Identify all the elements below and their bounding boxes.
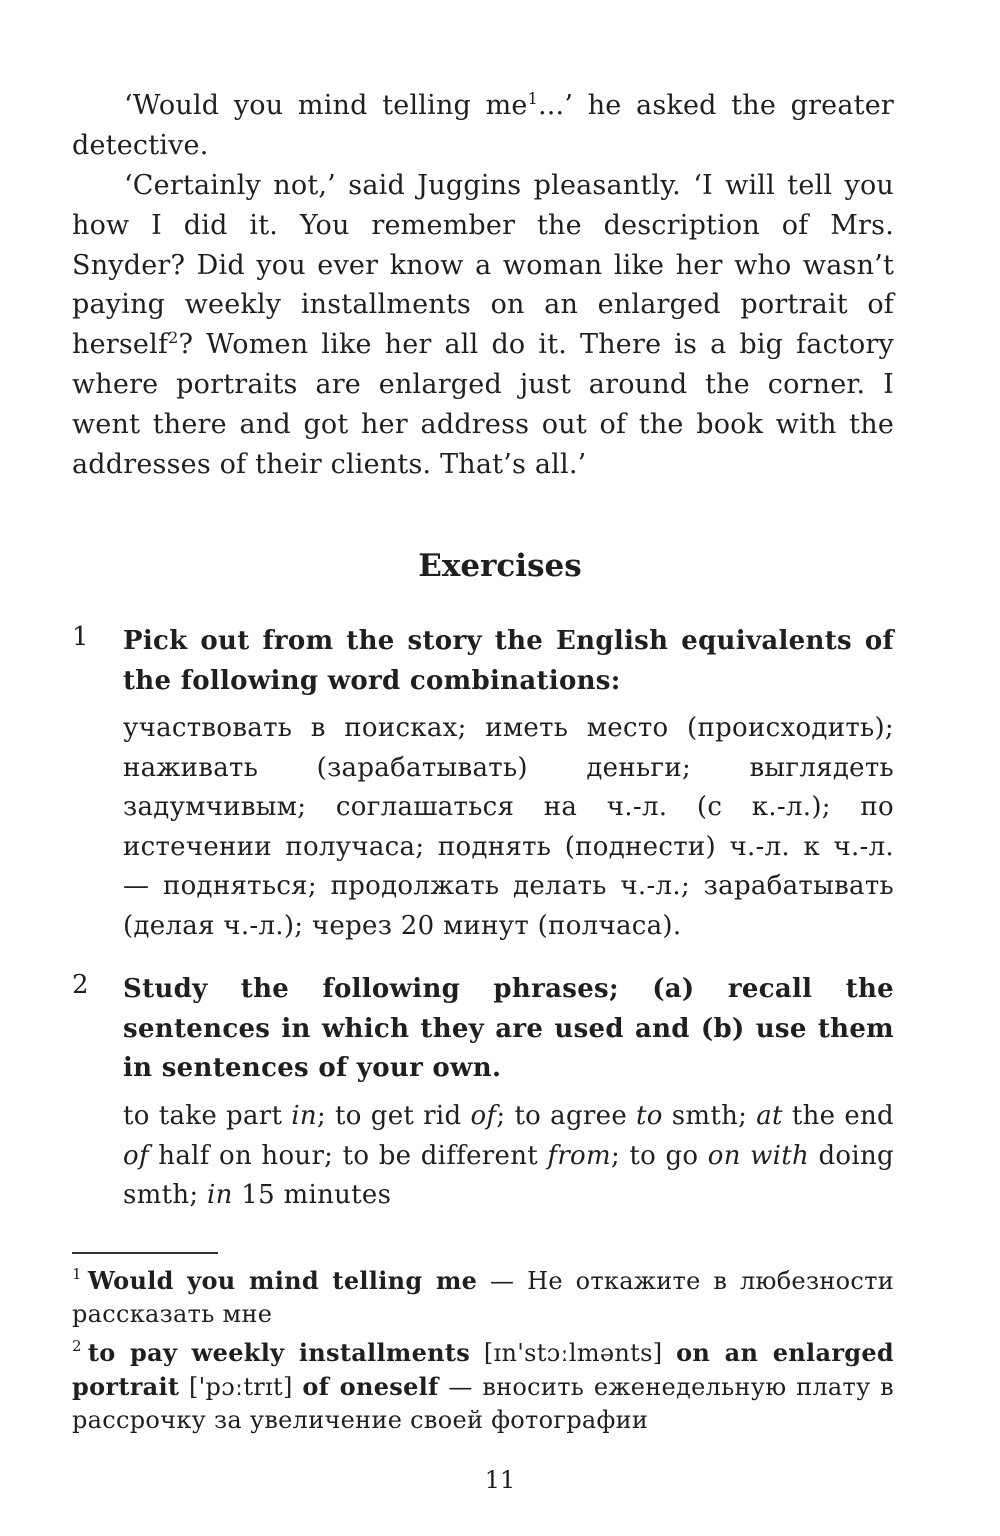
page-number: 11 — [484, 1466, 516, 1494]
footnote-2-term-b: on an enlarged portrait — [72, 1338, 895, 1401]
exercise-2-italic-word: in — [207, 1180, 233, 1210]
para1-text: ‘Would you mind telling me — [124, 90, 528, 121]
footnote-1-marker: 1 — [72, 1265, 82, 1283]
exercise-2-text-fragment: ; to get rid — [316, 1101, 471, 1131]
exercise-2-italic-word: of — [123, 1140, 149, 1171]
exercise-2-italic-word: at — [756, 1101, 783, 1131]
footnote-2-term-a: to pay weekly installments — [87, 1338, 471, 1367]
para2-text: ‘Certainly not,’ said Juggins pleasantly. ‘I will tell you how I did it. You remember the description of Mrs. Snyder? Did you ever know a woman like her who wasn’t paying weekly installments on an enlarged portrait of herself — [72, 170, 894, 361]
para2-text-cont: ? Women like her all do it. There is a big factory where portraits are enlarged just around the corner. I went there and got her address out of the book with the addresses of their clients. That’s all.’ — [72, 329, 894, 480]
exercise-1-body: участвовать в поисках; иметь место (происходить); наживать (зарабатывать) деньги; выглядеть задумчивым; соглашаться на ч.-л. (с к.-л.); по истечении получаса; поднять (поднести) ч.-л. к ч.-л. — подняться; продолжать делать ч.-л.; зарабатывать (делая ч.-л.); через 20 минут (полчаса). — [123, 713, 894, 941]
exercise-2-text-fragment: 15 minutes — [232, 1180, 392, 1210]
exercise-2-text-fragment: ; to agree — [496, 1101, 637, 1131]
exercise-1-number: 1 — [72, 622, 89, 652]
exercise-2-body — [123, 1097, 894, 1216]
footnote-ref-1[interactable]: 1 — [527, 89, 538, 108]
footnote-divider — [72, 1252, 218, 1254]
story-paragraph-2 — [72, 166, 894, 484]
story-paragraph-1 — [72, 86, 894, 166]
exercise-2-italic-word: from — [547, 1140, 611, 1171]
exercise-2-italic-word: in — [291, 1101, 317, 1131]
exercise-2-title: Study the following phrases; (a) recall the sentences in which they are used and (b) use them in sentences of your own. — [123, 974, 894, 1083]
footnote-ref-2[interactable]: 2 — [168, 328, 179, 348]
footnote-1-term: Would you mind telling me — [87, 1266, 478, 1295]
footnote-1-text: — Не откажите в любезности рассказать мне — [72, 1267, 894, 1328]
footnote-2-term-c: of oneself — [302, 1372, 439, 1401]
exercise-1-title: Pick out from the story the English equivalents of the following word combinations: — [123, 626, 894, 696]
footnote-2 — [72, 1336, 894, 1437]
exercise-2-number: 2 — [72, 970, 89, 1000]
exercise-2-text-fragment: ; to go — [610, 1140, 708, 1171]
exercise-2-text-fragment: doing smth; — [123, 1140, 894, 1210]
footnote-2-marker: 2 — [72, 1337, 82, 1355]
footnote-2-text: — вносить еженедельную плату в рассрочку за увеличение своей фотографии — [72, 1373, 894, 1434]
footnote-1 — [72, 1264, 894, 1331]
exercise-2-text-fragment: to take part — [123, 1101, 292, 1131]
exercise-2-text-fragment: half on hour; to be different — [148, 1140, 548, 1171]
footnote-2-ipa-b: ['pɔːtrɪt] — [179, 1373, 303, 1401]
exercise-2-italic-word: to — [636, 1101, 663, 1131]
exercise-2-italic-word: of — [470, 1101, 497, 1131]
exercise-2-text-fragment: the end — [782, 1101, 894, 1131]
exercises-heading: Exercises — [418, 548, 582, 584]
para1-text-cont: ...’ he asked the greater detective. — [72, 90, 894, 161]
exercise-2-text-fragment: smth; — [662, 1101, 757, 1131]
footnote-2-ipa-a: [ɪn'stɔːlmənts] — [470, 1339, 677, 1367]
exercise-2-italic-word: on with — [707, 1140, 810, 1171]
